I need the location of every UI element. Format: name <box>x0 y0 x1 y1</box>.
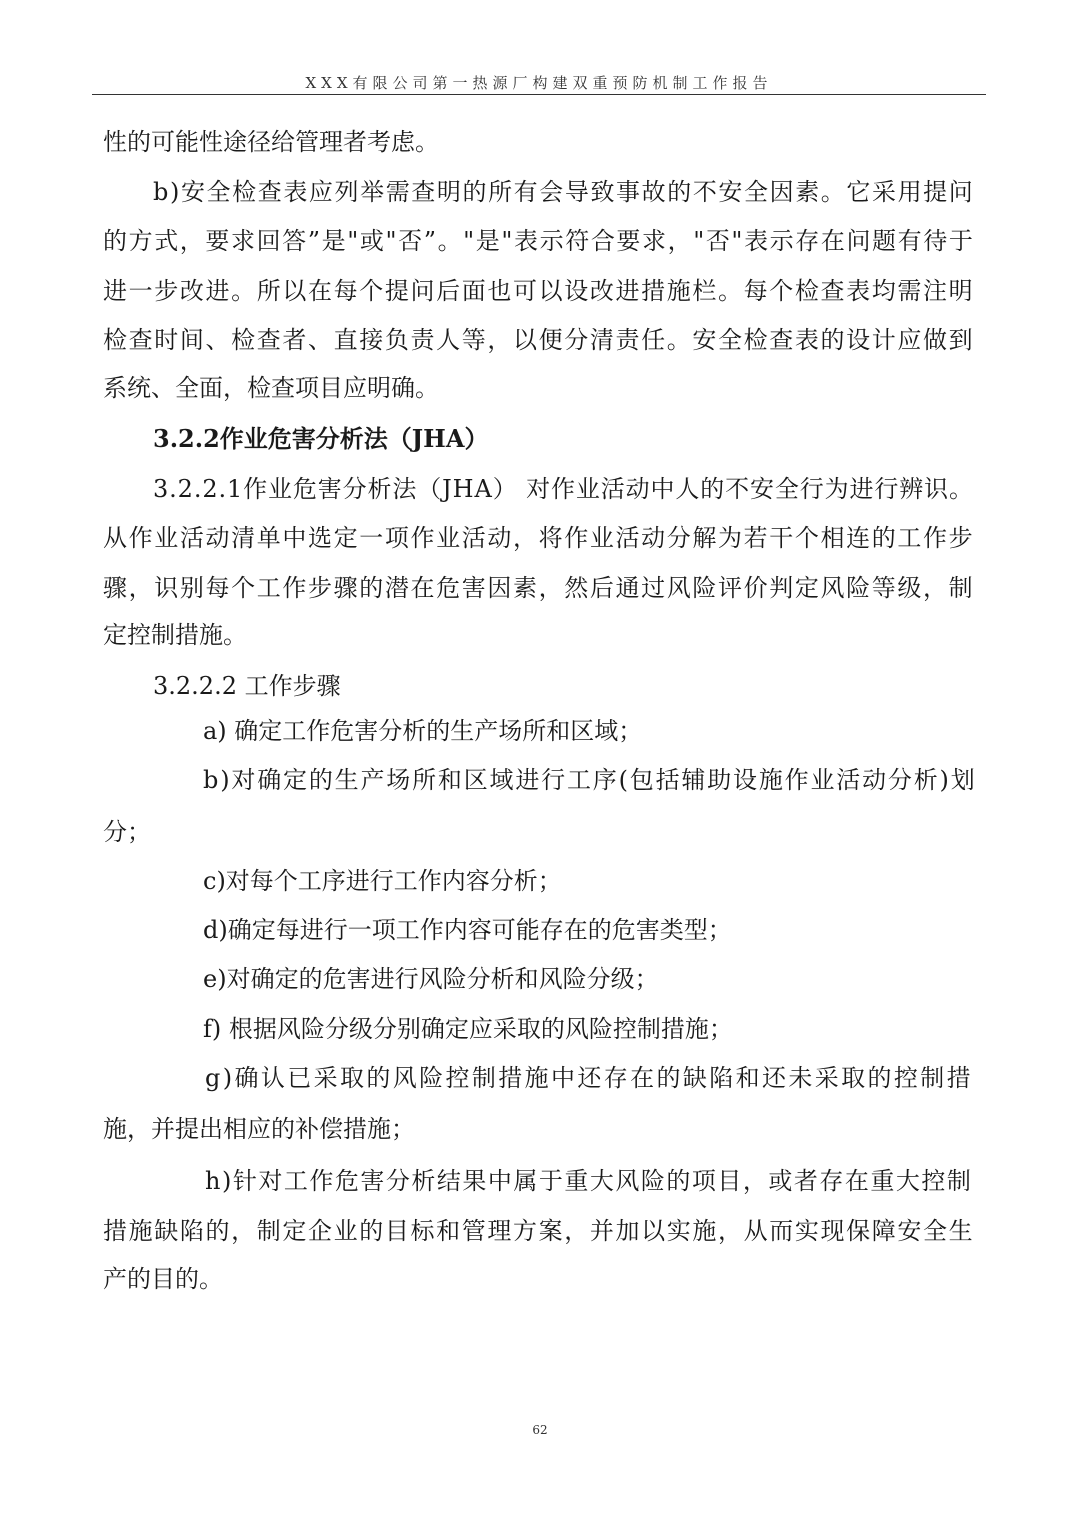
paragraph-line: 3 . 2 . 2 . 1 作 业 危 害 分 析 法 （ J H A ） 对 作 业 活 动 中 人 的 不 安 全 行 为 进 行 辨 识 。 <box>153 475 973 503</box>
list-item-continuation: 分； <box>103 818 151 846</box>
paragraph-line: b ) 安 全 检 查 表 应 列 举 需 查 明 的 所 有 会 导 致 事 故 的 不 安 全 因 素 。 它 采 用 提 问 <box>153 178 973 206</box>
list-item-continuation: 措 施 缺 陷 的 ， 制 定 企 业 的 目 标 和 管 理 方 案 ， 并 加 以 实 施 ， 从 而 实 现 保 障 安 全 生 <box>103 1217 973 1245</box>
list-item: b ) 对 确 定 的 生 产 场 所 和 区 域 进 行 工 序 ( 包 括 辅 助 设 施 作 业 活 动 分 析 ) 划 <box>203 766 975 794</box>
list-item: a) 确定工作危害分析的生产场所和区域； <box>203 717 643 745</box>
section-heading: 3.2.2作业危害分析法（JHA） <box>153 424 489 453</box>
paragraph-line: 从 作 业 活 动 清 单 中 选 定 一 项 作 业 活 动 ， 将 作 业 活 动 分 解 为 若 干 个 相 连 的 工 作 步 <box>103 524 973 552</box>
paragraph-line: 骤 ， 识 别 每 个 工 作 步 骤 的 潜 在 危 害 因 素 ， 然 后 通 过 风 险 评 价 判 定 风 险 等 级 ， 制 <box>103 574 973 602</box>
list-item: c)对每个工序进行工作内容分析； <box>203 867 562 895</box>
paragraph-line: 性的可能性途径给管理者考虑。 <box>103 128 439 156</box>
paragraph-line: 定控制措施。 <box>103 621 247 649</box>
list-item: g ) 确 认 已 采 取 的 风 险 控 制 措 施 中 还 存 在 的 缺 陷 和 还 未 采 取 的 控 制 措 <box>205 1064 971 1092</box>
paragraph-line: 检 查 时 间 、 检 查 者 、 直 接 负 责 人 等 ， 以 便 分 清 责 任 。 安 全 检 查 表 的 设 计 应 做 到 <box>103 326 973 354</box>
list-item: e)对确定的危害进行风险分析和风险分级； <box>203 965 659 993</box>
paragraph-line: 系统、全面，检查项目应明确。 <box>103 374 439 402</box>
list-item: f) 根据风险分级分别确定应采取的风险控制措施； <box>203 1015 733 1043</box>
subsection-heading: 3.2.2.2 工作步骤 <box>153 672 341 700</box>
list-item-continuation: 产的目的。 <box>103 1265 223 1293</box>
page-header-title: XXX有限公司第一热源厂构建双重预防机制工作报告 <box>305 74 773 92</box>
paragraph-line: 的 方 式 ， 要 求 回 答 ” 是 " 或 " 否 ” 。 " 是 " 表 示 符 合 要 求 ， " 否 " 表 示 存 在 问 题 有 待 于 <box>103 227 973 255</box>
list-item: h ) 针 对 工 作 危 害 分 析 结 果 中 属 于 重 大 风 险 的 项 目 ， 或 者 存 在 重 大 控 制 <box>205 1167 971 1195</box>
page-number: 62 <box>532 1423 548 1437</box>
paragraph-line: 进 一 步 改 进 。 所 以 在 每 个 提 问 后 面 也 可 以 设 改 进 措 施 栏 。 每 个 检 查 表 均 需 注 明 <box>103 277 973 305</box>
header-divider <box>92 94 986 95</box>
list-item-continuation: 施，并提出相应的补偿措施； <box>103 1115 415 1143</box>
list-item: d)确定每进行一项工作内容可能存在的危害类型； <box>203 916 732 944</box>
